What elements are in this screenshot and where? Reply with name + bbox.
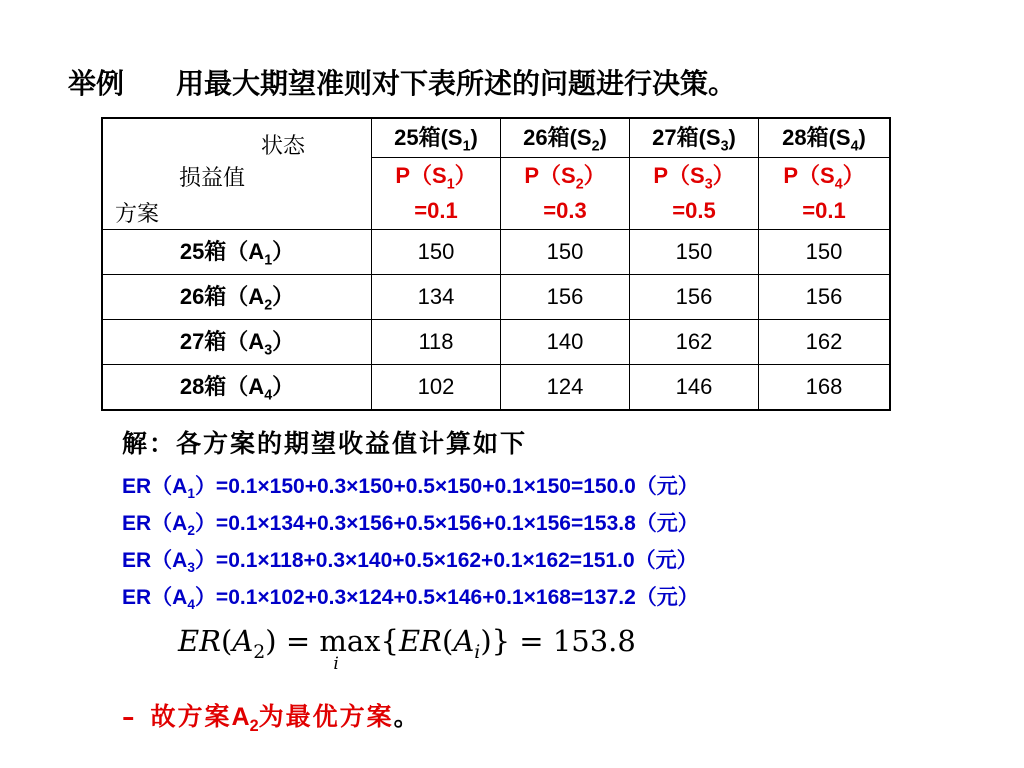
probability-cell: $P(S_3)$ =0.5 [630, 158, 759, 230]
title-text: 用最大期望准则对下表所述的问题进行决策。 [176, 67, 737, 100]
expected-revenue-line: $ER(A_2)=0.1\times 134+0.3\times 156+0.5\times 156+0.1\times 156=153.8$（元） [122, 512, 699, 539]
payoff-cell: 134 [372, 275, 501, 320]
payoff-cell: 156 [759, 275, 891, 320]
probability-cell: $P(S_4)$ =0.1 [759, 158, 891, 230]
corner-plan-label: 方案 [115, 201, 160, 226]
table-corner-cell [102, 118, 372, 230]
page-title [68, 62, 736, 102]
payoff-cell: 156 [630, 275, 759, 320]
payoff-cell: 140 [501, 320, 630, 365]
solution-heading: 解：各方案的期望收益值计算如下 [122, 429, 528, 458]
expected-revenue-line: $ER(A_4)=0.1\times 102+0.3\times 124+0.5\times 146+0.1\times 168=137.2$（元） [122, 586, 699, 613]
title-label: 举例 [68, 67, 125, 100]
expected-revenue-line: $ER(A_3)=0.1\times 118+0.3\times 140+0.5\times 162+0.1\times 162=151.0$（元） [122, 549, 698, 576]
payoff-table [101, 117, 891, 411]
corner-payoff-label: 损益值 [179, 165, 246, 190]
table-row [102, 365, 890, 411]
payoff-cell: 156 [501, 275, 630, 320]
plan-header: 28箱$(A_4)$ [102, 365, 372, 411]
plan-header: 25箱$(A_1)$ [102, 230, 372, 275]
probability-cell: $P(S_2)$ =0.3 [501, 158, 630, 230]
state-header: 26箱$(S_2)$ [501, 118, 630, 158]
payoff-cell: 146 [630, 365, 759, 411]
payoff-cell: 102 [372, 365, 501, 411]
payoff-cell: 162 [759, 320, 891, 365]
payoff-cell: 124 [501, 365, 630, 411]
payoff-cell: 150 [372, 230, 501, 275]
payoff-cell: 162 [630, 320, 759, 365]
conclusion-text: – 故方案$A_2$为最优方案。 [122, 702, 421, 735]
state-header: 28箱$(S_4)$ [759, 118, 891, 158]
corner-state-label: 状态 [261, 133, 306, 158]
payoff-cell: 150 [501, 230, 630, 275]
payoff-cell: 150 [630, 230, 759, 275]
state-header: 27箱$(S_3)$ [630, 118, 759, 158]
payoff-cell: 168 [759, 365, 891, 411]
table-row [102, 230, 890, 275]
payoff-cell: 150 [759, 230, 891, 275]
table-row [102, 320, 890, 365]
probability-cell: $P(S_1)$ =0.1 [372, 158, 501, 230]
payoff-cell: 118 [372, 320, 501, 365]
plan-header: 27箱$(A_3)$ [102, 320, 372, 365]
table-row [102, 275, 890, 320]
max-formula: $ER(A_2) = \max$ i $\{ER(A_i)\} = 153.8$ [178, 624, 636, 674]
state-header: 25箱$(S_1)$ [372, 118, 501, 158]
expected-revenue-line: $ER(A_1)=0.1\times 150+0.3\times 150+0.5\times 150+0.1\times 150=150.0$（元） [122, 475, 699, 502]
plan-header: 26箱$(A_2)$ [102, 275, 372, 320]
